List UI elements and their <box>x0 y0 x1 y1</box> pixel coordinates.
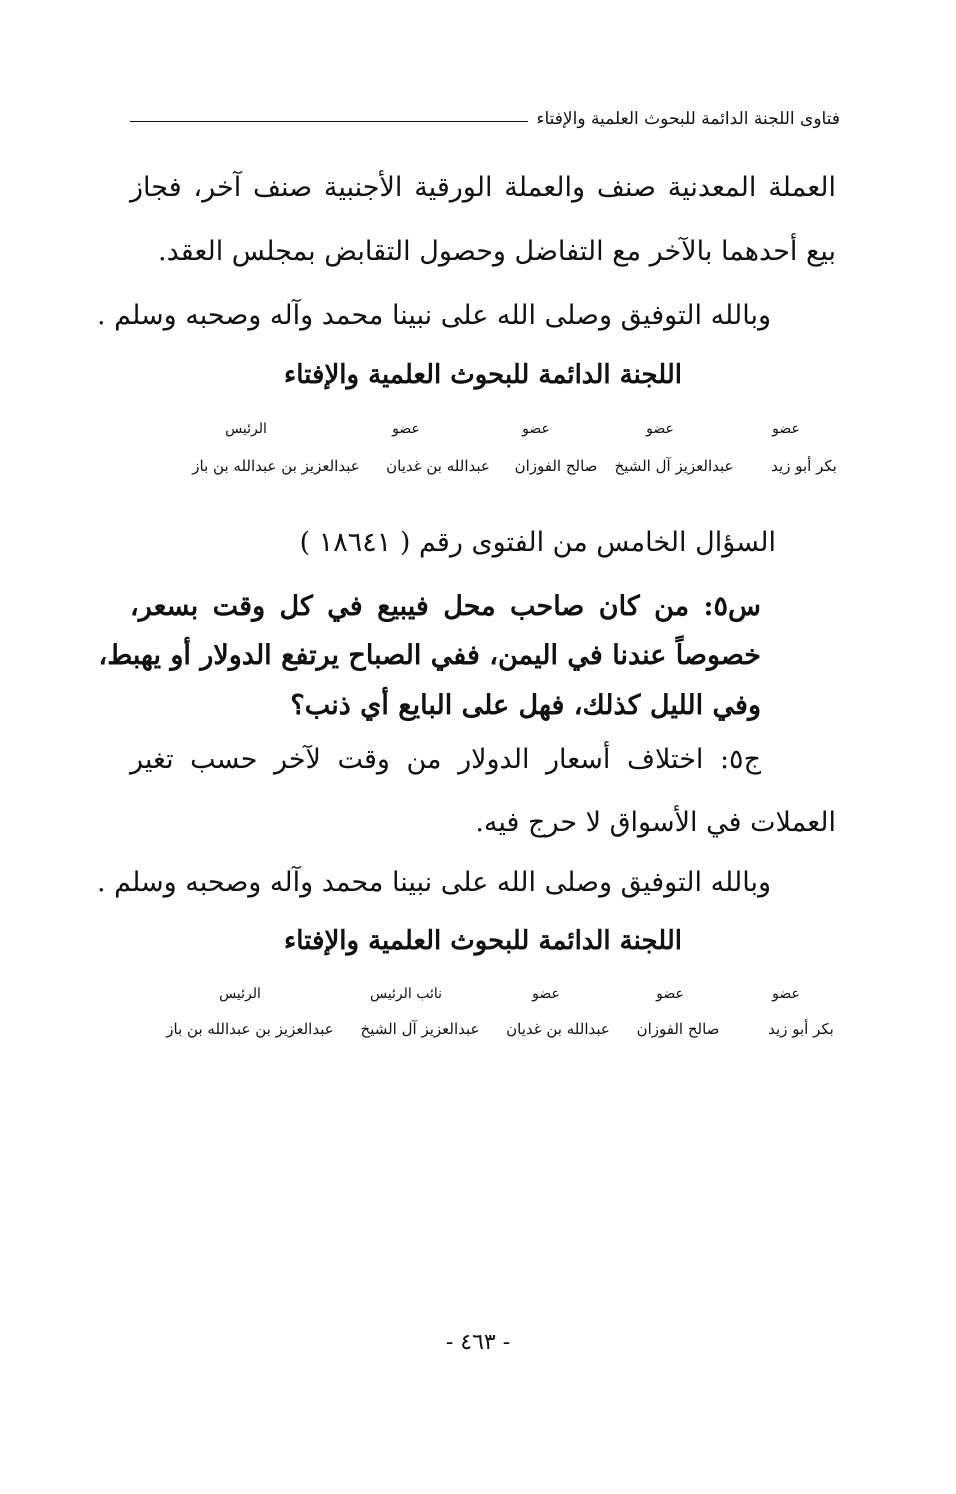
signatory-title: عضو <box>646 421 674 437</box>
question-line: س٥: من كان صاحب محل فيبيع في كل وقت بسعر، <box>130 591 762 622</box>
signatory-title: عضو <box>392 421 420 437</box>
signatory-title: نائب الرئيس <box>369 986 443 1002</box>
signatory-name: عبدالعزيز بن عبدالله بن باز <box>166 1020 334 1038</box>
signatory-title: عضو <box>656 986 684 1002</box>
signatory-title: عضو <box>772 421 800 437</box>
paragraph-line: بيع أحدهما بالآخر مع التفاضل وحصول التقابض بمجلس العقد. <box>158 236 836 267</box>
signatory-title: عضو <box>522 421 550 437</box>
signatory-name: بكر أبو زيد <box>768 1020 834 1038</box>
question-line: وفي الليل كذلك، فهل على البايع أي ذنب؟ <box>290 690 761 721</box>
header-rule <box>130 121 528 122</box>
closing-formula: وبالله التوفيق وصلى الله على نبينا محمد وآله وصحبه وسلم . <box>96 867 771 898</box>
signatory-name: عبدالعزيز آل الشيخ <box>614 457 734 475</box>
signatory-title: الرئيس <box>225 421 267 437</box>
header-title: فتاوى اللجنة الدائمة للبحوث العلمية والإفتاء <box>536 109 840 129</box>
signatory-titles <box>120 421 800 441</box>
answer-line: ج٥: اختلاف أسعار الدولار من وقت لآخر حسب تغير <box>130 744 761 775</box>
signatory-title: عضو <box>772 986 800 1002</box>
signatory-names <box>120 1020 834 1042</box>
signatory-name: عبدالله بن غديان <box>506 1020 610 1038</box>
signatory-name: بكر أبو زيد <box>771 457 837 475</box>
question-heading: السؤال الخامس من الفتوى رقم ( ١٨٦٤١ ) <box>299 527 776 558</box>
signatory-name: عبدالعزيز آل الشيخ <box>360 1020 480 1038</box>
signatory-title: عضو <box>532 986 560 1002</box>
signatory-titles <box>120 986 800 1006</box>
answer-line: العملات في الأسواق لا حرج فيه. <box>475 807 836 838</box>
page-number: - ٤٦٣ - <box>445 1330 511 1355</box>
signatory-name: صالح الفوزان <box>514 457 598 475</box>
signatory-title: الرئيس <box>219 986 261 1002</box>
closing-formula: وبالله التوفيق وصلى الله على نبينا محمد وآله وصحبه وسلم . <box>96 300 771 331</box>
paragraph-line: العملة المعدنية صنف والعملة الورقية الأجنبية صنف آخر، فجاز <box>130 172 836 203</box>
running-header <box>130 104 840 134</box>
signatory-name: صالح الفوزان <box>636 1020 720 1038</box>
signatory-name: عبدالعزيز بن عبدالله بن باز <box>192 457 360 475</box>
signatory-names <box>120 457 837 479</box>
committee-title: اللجنة الدائمة للبحوث العلمية والإفتاء <box>284 926 682 956</box>
signatory-name: عبدالله بن غديان <box>386 457 490 475</box>
committee-title: اللجنة الدائمة للبحوث العلمية والإفتاء <box>284 360 682 390</box>
question-line: خصوصاً عندنا في اليمن، ففي الصباح يرتفع الدولار أو يهبط، <box>98 640 761 671</box>
